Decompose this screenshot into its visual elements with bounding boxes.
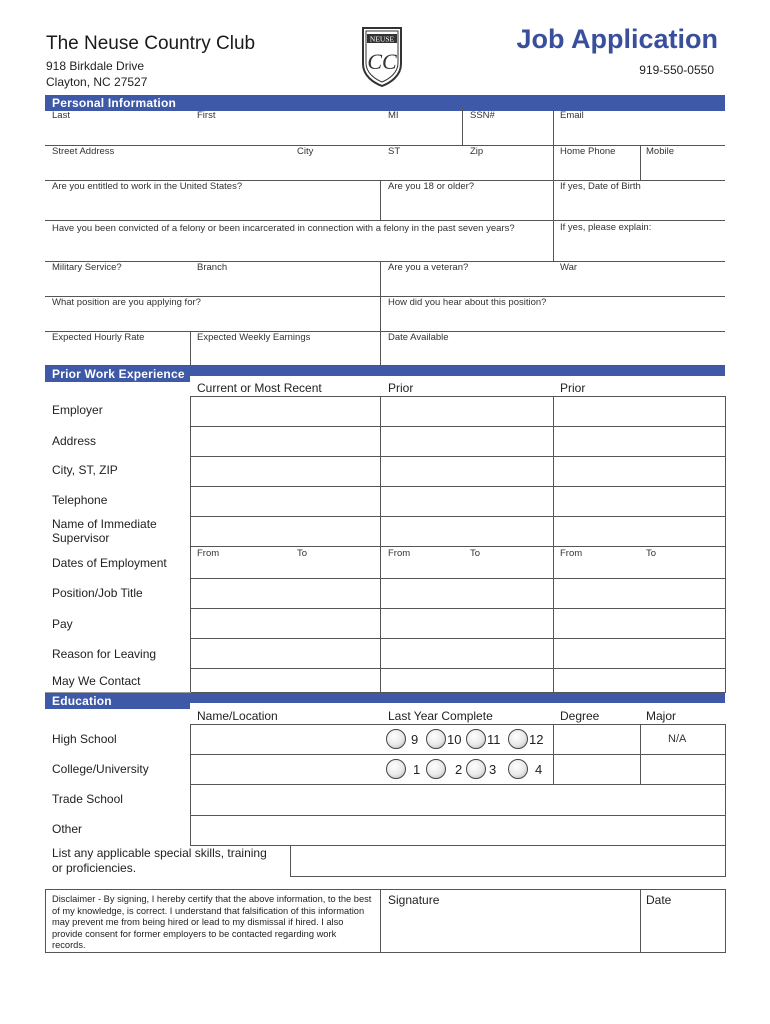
disclaimer-text: Disclaimer - By signing, I hereby certify that the above information, to the best of my knowledge, is correct. I understand that falsification of this information may prevent me from being hired or lead to my dismissal if hired. I also provide consent for former employers to be contacted regarding work records. (52, 894, 372, 951)
label-skills-2: or proficiencies. (52, 861, 137, 875)
label-work-address: Address (52, 434, 97, 448)
logo-text: NEUSE (369, 34, 395, 44)
label-heard: How did you hear about this position? (388, 297, 547, 308)
college-year-3-radio[interactable] (466, 759, 486, 779)
label-job-title: Position/Job Title (52, 586, 143, 600)
from-3: From (560, 548, 583, 559)
college-year-1-radio[interactable] (386, 759, 406, 779)
label-mobile: Mobile (646, 146, 674, 157)
hs-grade-12-radio[interactable] (508, 729, 528, 749)
college-year-2-label: 2 (455, 762, 463, 777)
club-logo-shield (360, 26, 404, 88)
skills-field[interactable] (290, 845, 726, 877)
label-war: War (560, 262, 578, 273)
hs-major-value: N/A (668, 733, 687, 745)
label-weekly: Expected Weekly Earnings (197, 332, 311, 343)
label-first: First (197, 110, 216, 121)
label-supervisor-2: Supervisor (52, 531, 110, 545)
label-supervisor-1: Name of Immediate (52, 517, 157, 531)
label-home-phone: Home Phone (560, 146, 616, 157)
col-degree: Degree (560, 709, 600, 723)
label-telephone: Telephone (52, 493, 108, 507)
address-line-2: Clayton, NC 27527 (46, 75, 148, 89)
hs-grade-10-label: 10 (447, 732, 462, 747)
club-phone: 919-550-0550 (639, 63, 714, 77)
label-street: Street Address (52, 146, 115, 157)
hs-grade-11-radio[interactable] (466, 729, 486, 749)
label-entitled: Are you entitled to work in the United States? (52, 181, 243, 192)
col-current: Current or Most Recent (197, 381, 322, 395)
label-contact: May We Contact (52, 674, 141, 688)
label-felony: Have you been convicted of a felony or been incarcerated in connection with a felony in the past seven years? (52, 223, 515, 234)
to-3: To (646, 548, 657, 559)
col-major: Major (646, 709, 677, 723)
label-pay: Pay (52, 617, 73, 631)
label-other: Other (52, 822, 83, 836)
signature-label: Signature (388, 893, 440, 907)
college-year-1-label: 1 (413, 762, 421, 777)
label-mi: MI (388, 110, 399, 121)
label-employer: Employer (52, 403, 103, 417)
to-2: To (470, 548, 481, 559)
label-dob: If yes, Date of Birth (560, 181, 641, 192)
label-high-school: High School (52, 732, 117, 746)
college-year-2-radio[interactable] (426, 759, 446, 779)
work-title: Prior Work Experience (52, 367, 185, 381)
logo-monogram: CC (367, 49, 397, 74)
college-year-4-label: 4 (535, 762, 543, 777)
label-dates: Dates of Employment (52, 556, 167, 570)
label-age18: Are you 18 or older? (388, 181, 475, 192)
label-st: ST (388, 146, 401, 157)
label-city: City (297, 146, 314, 157)
label-hourly: Expected Hourly Rate (52, 332, 145, 343)
label-zip: Zip (470, 146, 484, 157)
label-ssn: SSN# (470, 110, 495, 121)
label-email: Email (560, 110, 584, 121)
signature-field[interactable] (381, 905, 640, 952)
hs-grade-11-label: 11 (487, 732, 501, 747)
form-title: Job Application (516, 24, 718, 54)
education-title: Education (52, 694, 112, 708)
club-address (46, 58, 147, 90)
label-skills-1: List any applicable special skills, training (52, 846, 267, 860)
label-veteran: Are you a veteran? (388, 262, 469, 273)
label-reason: Reason for Leaving (52, 647, 157, 661)
label-available: Date Available (388, 332, 449, 343)
college-year-4-radio[interactable] (508, 759, 528, 779)
date-label: Date (646, 893, 672, 907)
label-military: Military Service? (52, 262, 122, 273)
date-field[interactable] (641, 905, 725, 952)
address-line-1: 918 Birkdale Drive (46, 59, 145, 73)
hs-grade-9-label: 9 (411, 732, 419, 747)
personal-info-title: Personal Information (52, 96, 177, 110)
col-last-year: Last Year Complete (388, 709, 493, 723)
hs-grade-12-label: 12 (529, 732, 544, 747)
from-1: From (197, 548, 220, 559)
hs-grade-10-radio[interactable] (426, 729, 446, 749)
hs-grade-9-radio[interactable] (386, 729, 406, 749)
personal-info-header (45, 95, 725, 111)
col-prior-1: Prior (388, 381, 414, 395)
from-2: From (388, 548, 411, 559)
to-1: To (297, 548, 308, 559)
col-name-location: Name/Location (197, 709, 278, 723)
label-position: What position are you applying for? (52, 297, 201, 308)
college-year-3-label: 3 (489, 762, 497, 777)
label-last: Last (52, 110, 70, 121)
col-prior-2: Prior (560, 381, 586, 395)
label-work-city: City, ST, ZIP (52, 463, 118, 477)
label-explain: If yes, please explain: (560, 222, 652, 233)
club-name: The Neuse Country Club (46, 33, 256, 54)
label-trade: Trade School (52, 792, 123, 806)
work-grid[interactable] (190, 396, 726, 693)
label-college: College/University (52, 762, 149, 776)
label-branch: Branch (197, 262, 228, 273)
